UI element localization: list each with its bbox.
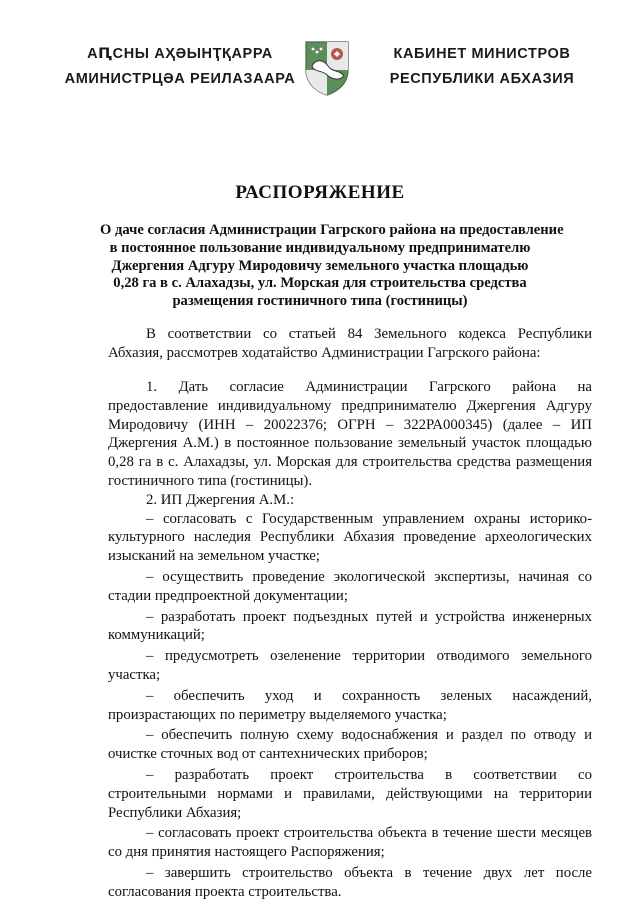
letterhead bbox=[0, 40, 640, 100]
text-line: – завершить строительство объекта в течение двух лет после bbox=[146, 864, 592, 881]
text-line: – разработать проект подъездных путей и устройства инженерных bbox=[146, 608, 592, 625]
list-item bbox=[108, 568, 592, 606]
list-item bbox=[108, 864, 592, 902]
text-line: гостиничного типа (гостиницы). bbox=[108, 472, 313, 489]
letterhead-russian-line-2: РЕСПУБЛИКИ АБХАЗИЯ bbox=[389, 71, 575, 87]
text-line: произрастающих по периметру выделяемого участка; bbox=[108, 706, 447, 723]
item-2 bbox=[108, 491, 592, 902]
text-line: предоставление индивидуальному предпринимателю Джергения Адгуру bbox=[108, 397, 592, 414]
text-line: Республики Абхазия; bbox=[108, 804, 242, 821]
text-line: – разработать проект строительства в соответствии со bbox=[146, 766, 592, 783]
text-line: – согласовать проект строительства объекта в течение шести месяцев bbox=[146, 825, 592, 842]
list-item bbox=[108, 647, 592, 685]
letterhead-russian-line-1: КАБИНЕТ МИНИСТРОВ bbox=[393, 46, 571, 62]
list-item bbox=[108, 824, 592, 862]
text-line: согласования проекта строительства. bbox=[108, 883, 342, 900]
text-line: стадии предпроектной документации; bbox=[108, 587, 348, 604]
text-line: Абхазия, рассмотрев ходатайство Администрации Гагрского района: bbox=[108, 344, 541, 361]
text-line: – согласовать с Государственным управлением охраны историко- bbox=[146, 510, 592, 527]
list-item bbox=[108, 766, 592, 822]
list-item bbox=[108, 608, 592, 646]
text-line: Джергения А.М.) в постоянное пользование земельный участок площадью bbox=[108, 435, 592, 452]
text-line: – предусмотреть озеленение территории отводимого земельного bbox=[146, 648, 592, 665]
text-line: культурного наследия Республики Абхазия проведение археологических bbox=[108, 529, 592, 546]
letterhead-russian-name bbox=[372, 42, 592, 92]
subject-line: Джергения Адгуру Миродовичу земельного участка площадью bbox=[111, 257, 529, 274]
preamble-paragraph bbox=[108, 325, 592, 363]
document-items bbox=[108, 378, 592, 902]
text-line: – обеспечить полную схему водоснабжения и раздел по отводу и bbox=[146, 727, 592, 744]
subject-line: О даче согласия Администрации Гагрского района на предоставление bbox=[100, 222, 564, 238]
letterhead-abkhaz-name bbox=[60, 42, 300, 92]
text-line: – осуществить проведение экологической экспертизы, начиная со bbox=[146, 568, 592, 585]
text-line: со дня принятия настоящего Распоряжения; bbox=[108, 844, 385, 861]
text-line: В соответствии со статьей 84 Земельного кодекса Республики bbox=[146, 326, 592, 342]
coat-of-arms-icon bbox=[304, 40, 350, 96]
list-item bbox=[108, 510, 592, 566]
letterhead-abkhaz-line-1: АԤСНЫ АҲӘЫНҬҚАРРА bbox=[87, 46, 273, 62]
text-line: участка; bbox=[108, 666, 161, 683]
subject-line: 0,28 га в с. Алахадзы, ул. Морская для строительства средства bbox=[113, 275, 527, 292]
text-line: очистке сточных вод от сантехнических приборов; bbox=[108, 746, 428, 763]
text-line: 0,28 га в с. Алахадзы, ул. Морская для строительства средства размещения bbox=[108, 454, 592, 471]
text-line: изысканий на земельном участке; bbox=[108, 548, 320, 565]
list-item bbox=[108, 726, 592, 764]
document-title: РАСПОРЯЖЕНИЕ bbox=[235, 182, 405, 203]
subject-line: размещения гостиничного типа (гостиницы) bbox=[172, 293, 468, 310]
text-line: – обеспечить уход и сохранность зеленых насаждений, bbox=[146, 687, 592, 704]
text-line: 1. Дать согласие Администрации Гагрского района на bbox=[146, 379, 592, 395]
item-1 bbox=[108, 378, 592, 491]
text-line: строительными нормами и правилами, действующими на территории bbox=[108, 785, 592, 802]
letterhead-abkhaz-line-2: АМИНИСТРЦӘА РЕИЛАЗААРА bbox=[64, 71, 296, 87]
list-item bbox=[108, 687, 592, 725]
text-line: Миродовичу (ИНН – 20022376; ОГРН – 322РА000345) (далее – ИП bbox=[108, 416, 592, 433]
document-subject bbox=[100, 222, 564, 311]
text-line: коммуникаций; bbox=[108, 627, 205, 644]
subject-line: в постоянное пользование индивидуальному предпринимателю bbox=[109, 239, 531, 256]
item-2-header: 2. ИП Джергения А.М.: bbox=[146, 491, 295, 508]
